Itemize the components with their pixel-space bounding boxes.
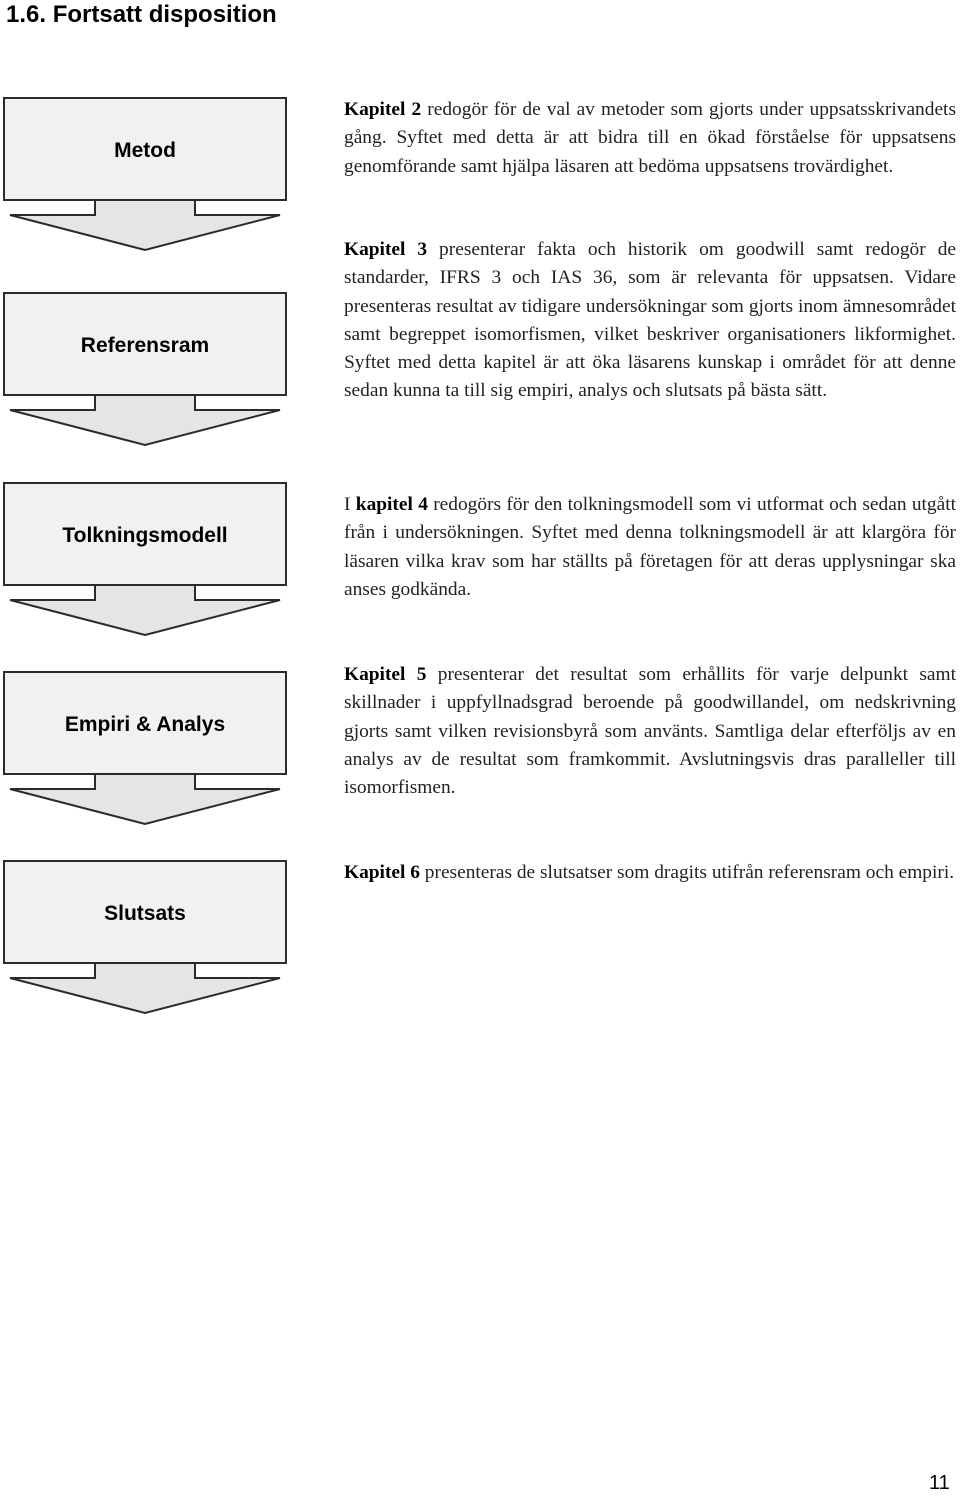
flow-step-label: Metod	[114, 139, 176, 162]
down-arrow-icon	[10, 585, 280, 635]
down-arrow-icon	[10, 963, 280, 1013]
flow-step-empiri-analys	[4, 672, 286, 824]
flow-step-label: Referensram	[80, 334, 210, 357]
page-number: 11	[929, 1472, 950, 1494]
chapter-label: kapitel 4	[355, 494, 428, 515]
flow-step-metod	[4, 98, 286, 250]
disposition-flowchart	[0, 0, 300, 1040]
flow-step-label: Empiri & Analys	[64, 713, 226, 736]
down-arrow-icon	[10, 774, 280, 824]
chapter-label: Kapitel 6	[344, 862, 420, 883]
chapter-2-description: Kapitel 2 redogör för de val av metoder som gjorts under uppsatsskrivandets gång. Syftet med detta är att bidra till en ökad förståelse för uppsatsens genomförande samt hjälpa läsaren att bedöma uppsatsens trovärdighet.	[344, 99, 956, 177]
chapter-label: Kapitel 2	[344, 99, 422, 120]
chapter-4-description: I kapitel 4 redogörs för den tolkningsmodell som vi utformat och sedan utgått från i undersökningen. Syftet med denna tolkningsmodell är att klargöra för läsaren vilka krav som har ställts på företagen för att deras upplysningar ska anses godkända.	[344, 494, 957, 600]
chapter-5-description: Kapitel 5 presenterar det resultat som erhållits för varje delpunkt samt skillnader i uppfyllnadsgrad beroende på goodwillandel, om nedskrivning gjorts samt vilken revisionsbyrå som använts. Samtliga delar efterföljs av en analys av de resultat som framkommit. Avslutningsvis dras paralleller till isomorfismen.	[344, 664, 956, 799]
down-arrow-icon	[10, 395, 280, 445]
flow-step-label: Slutsats	[104, 902, 186, 925]
chapter-label: Kapitel 3	[344, 239, 428, 260]
flow-step-referensram	[4, 293, 286, 445]
flow-step-tolkningsmodell	[4, 483, 286, 635]
flow-step-slutsats	[4, 861, 286, 1013]
flow-step-label: Tolkningsmodell	[62, 524, 228, 547]
chapter-label: Kapitel 5	[344, 664, 427, 685]
chapter-6-description: Kapitel 6 presenteras de slutsatser som dragits utifrån referensram och empiri.	[344, 862, 955, 883]
chapter-3-description: Kapitel 3 presenterar fakta och historik om goodwill samt redogör de standarder, IFRS 3 och IAS 36, som är relevanta för uppsatsen. Vidare presenteras resultat av tidigare undersökningar som gjorts inom ämnesområdet samt begreppet isomorfismen, vilket beskriver organisationers likformighet. Syftet med detta kapitel är att öka läsarens kunskap i området för att denne sedan kunna ta till sig empiri, analys och slutsats på bästa sätt.	[344, 239, 956, 402]
down-arrow-icon	[10, 200, 280, 250]
section-heading: 1.6. Fortsatt disposition	[6, 1, 277, 28]
